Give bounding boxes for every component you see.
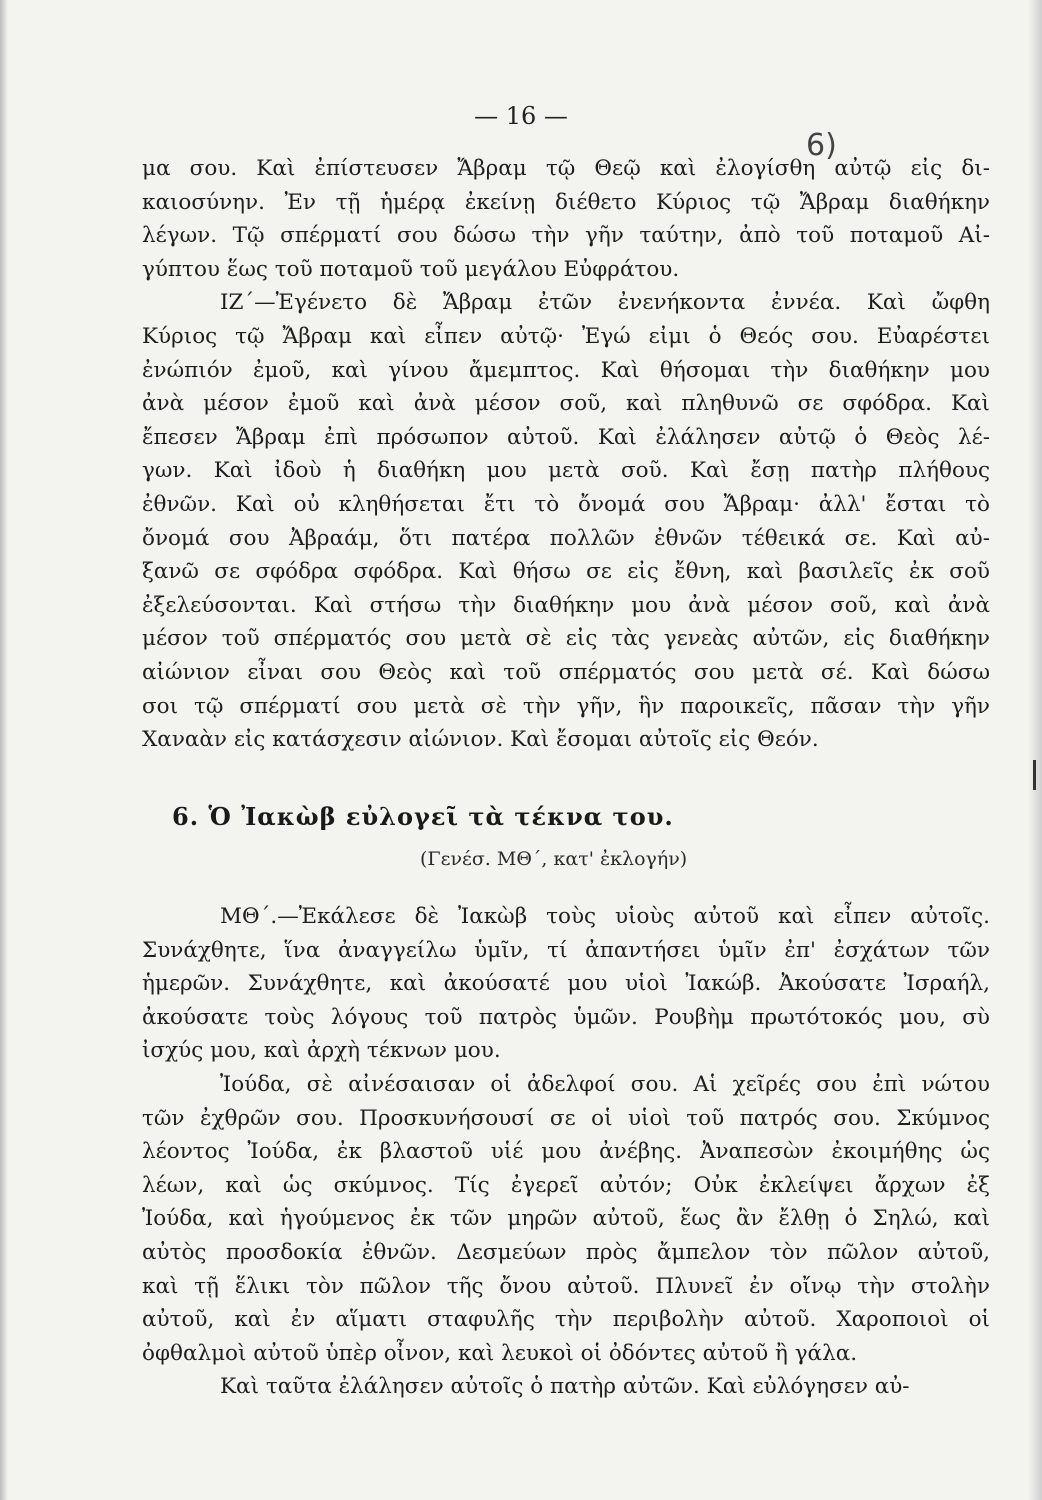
text-line: λέοντος Ἰούδα, ἐκ βλαστοῦ υἱέ μου ἀνέβης. Ἀναπεσὼν ἐκοιμήθης ὡς bbox=[142, 1139, 990, 1165]
section-heading: 6. Ὁ Ἰακὼβ εὐλογεῖ τὰ τέκνα του. bbox=[172, 802, 674, 831]
page-number: — 16 — bbox=[474, 102, 568, 130]
text-line: γύπτου ἕως τοῦ ποταμοῦ τοῦ μεγάλου Εὐφράτου. bbox=[142, 256, 680, 282]
text-line: αὐτοῦ, καὶ ἐν αἵματι σταφυλῆς τὴν περιβολὴν αὐτοῦ. Χαροποιοὶ οἱ bbox=[142, 1307, 990, 1333]
page-edge-right bbox=[1028, 0, 1042, 1500]
text-line: μέσον τοῦ σπέρματός σου μετὰ σὲ εἰς τὰς γενεὰς αὐτῶν, εἰς διαθήκην bbox=[142, 626, 990, 652]
text-line: ἡμερῶν. Συνάχθητε, καὶ ἀκούσατέ μου υἱοὶ Ἰακώβ. Ἀκούσατε Ἰσραήλ, bbox=[142, 971, 990, 997]
text-line: ἐθνῶν. Καὶ οὐ κληθήσεται ἔτι τὸ ὄνομά σου Ἄβραμ· ἀλλ' ἔσται τὸ bbox=[142, 491, 990, 517]
text-line: αὐτὸς προσδοκία ἐθνῶν. Δεσμεύων πρὸς ἄμπελον τὸν πῶλον αὐτοῦ, bbox=[142, 1239, 990, 1265]
text-line: καὶ τῇ ἕλικι τὸν πῶλον τῆς ὄνου αὐτοῦ. Πλυνεῖ ἐν οἴνῳ τὴν στολὴν bbox=[142, 1273, 990, 1299]
text-line: Συνάχθητε, ἵνα ἀναγγείλω ὑμῖν, τί ἀπαντήσει ὑμῖν ἐπ' ἐσχάτων τῶν bbox=[142, 937, 990, 963]
text-line: αἰώνιον εἶναι σου Θεὸς καὶ τοῦ σπέρματός σου μετὰ σέ. Καὶ δώσω bbox=[142, 659, 990, 685]
text-line: ἰσχύς μου, καὶ ἀρχὴ τέκνων μου. bbox=[142, 1038, 501, 1064]
text-line: ἀνὰ μέσον ἐμοῦ καὶ ἀνὰ μέσον σοῦ, καὶ πληθυνῶ σε σφόδρα. Καὶ bbox=[142, 391, 990, 417]
text-block-genesis-49 bbox=[142, 900, 990, 1404]
section-source: (Γενέσ. ΜΘ΄, κατ' ἐκλογήν) bbox=[420, 848, 688, 870]
text-line: λέων, καὶ ὡς σκύμνος. Τίς ἐγερεῖ αὐτόν; Οὐκ ἐκλείψει ἄρχων ἐξ bbox=[142, 1172, 990, 1198]
text-line: τῶν ἐχθρῶν σου. Προσκυνήσουσί σε οἱ υἱοὶ τοῦ πατρός σου. Σκύμνος bbox=[142, 1105, 990, 1131]
text-line: ἐνώπιόν ἐμοῦ, καὶ γίνου ἄμεμπτος. Καὶ θήσομαι τὴν διαθήκην μου bbox=[142, 357, 990, 383]
text-line: Ἰούδα, σὲ αἰνέσαισαν οἱ ἀδελφοί σου. Αἱ χεῖρές σου ἐπὶ νώτου bbox=[220, 1071, 990, 1097]
text-line: ἔπεσεν Ἄβραμ ἐπὶ πρόσωπον αὐτοῦ. Καὶ ἐλάλησεν αὐτῷ ὁ Θεὸς λέ- bbox=[142, 424, 990, 450]
text-line: ὄνομά σου Ἀβραάμ, ὅτι πατέρα πολλῶν ἐθνῶν τέθεικά σε. Καὶ αὐ- bbox=[142, 525, 990, 551]
page-edge-left bbox=[0, 0, 8, 1500]
text-line: Ἰούδα, καὶ ἡγούμενος ἐκ τῶν μηρῶν αὐτοῦ, ἕως ἂν ἔλθῃ ὁ Σηλώ, καὶ bbox=[142, 1206, 990, 1232]
text-line: μα σου. Καὶ ἐπίστευσεν Ἄβραμ τῷ Θεῷ καὶ ἐλογίσθη αὐτῷ εἰς δι- bbox=[142, 156, 990, 181]
text-line: σοι τῷ σπέρματί σου μετὰ σὲ τὴν γῆν, ἣν παροικεῖς, πᾶσαν τὴν γῆν bbox=[142, 693, 990, 719]
text-line: καιοσύνην. Ἐν τῇ ἡμέρᾳ ἐκείνῃ διέθετο Κύριος τῷ Ἄβραμ διαθήκην bbox=[142, 189, 990, 215]
text-line: ἀκούσατε τοὺς λόγους τοῦ πατρὸς ὑμῶν. Ρουβὴμ πρωτότοκός μου, σὺ bbox=[142, 1004, 990, 1030]
text-line: Κύριος τῷ Ἄβραμ καὶ εἶπεν αὐτῷ· Ἐγώ εἰμι ὁ Θεός σου. Εὐαρέστει bbox=[142, 323, 990, 349]
scan-mark bbox=[1033, 760, 1036, 790]
text-line: ξανῶ σε σφόδρα σφόδρα. Καὶ θήσω σε εἰς ἔθνη, καὶ βασιλεῖς ἐκ σοῦ bbox=[142, 559, 990, 585]
text-line: ὀφθαλμοὶ αὐτοῦ ὑπὲρ οἶνον, καὶ λευκοὶ οἱ ὀδόντες αὐτοῦ ἢ γάλα. bbox=[142, 1340, 858, 1366]
text-line: γων. Καὶ ἰδοὺ ἡ διαθήκη μου μετὰ σοῦ. Καὶ ἔσῃ πατὴρ πλήθους bbox=[142, 458, 990, 484]
text-line: ΜΘ΄.—Ἐκάλεσε δὲ Ἰακὼβ τοὺς υἱοὺς αὐτοῦ καὶ εἶπεν αὐτοῖς. bbox=[220, 904, 990, 929]
handwritten-margin-note: 6) bbox=[806, 128, 837, 163]
text-line: λέγων. Τῷ σπέρματί σου δώσω τὴν γῆν ταύτην, ἀπὸ τοῦ ποταμοῦ Αἰ- bbox=[142, 223, 990, 249]
text-line: Καὶ ταῦτα ἐλάλησεν αὐτοῖς ὁ πατὴρ αὐτῶν. Καὶ εὐλόγησεν αὐ- bbox=[220, 1374, 910, 1400]
text-line: ΙΖ΄—Ἐγένετο δὲ Ἄβραμ ἐτῶν ἐνενήκοντα ἐννέα. Καὶ ὤφθη bbox=[220, 290, 990, 316]
text-line: ἐξελεύσονται. Καὶ στήσω τὴν διαθήκην μου ἀνὰ μέσον σοῦ, καὶ ἀνὰ bbox=[142, 592, 990, 618]
text-line: Χαναὰν εἰς κατάσχεσιν αἰώνιον. Καὶ ἔσομαι αὐτοῖς εἰς Θεόν. bbox=[142, 727, 819, 753]
text-block-genesis-17 bbox=[142, 152, 990, 757]
